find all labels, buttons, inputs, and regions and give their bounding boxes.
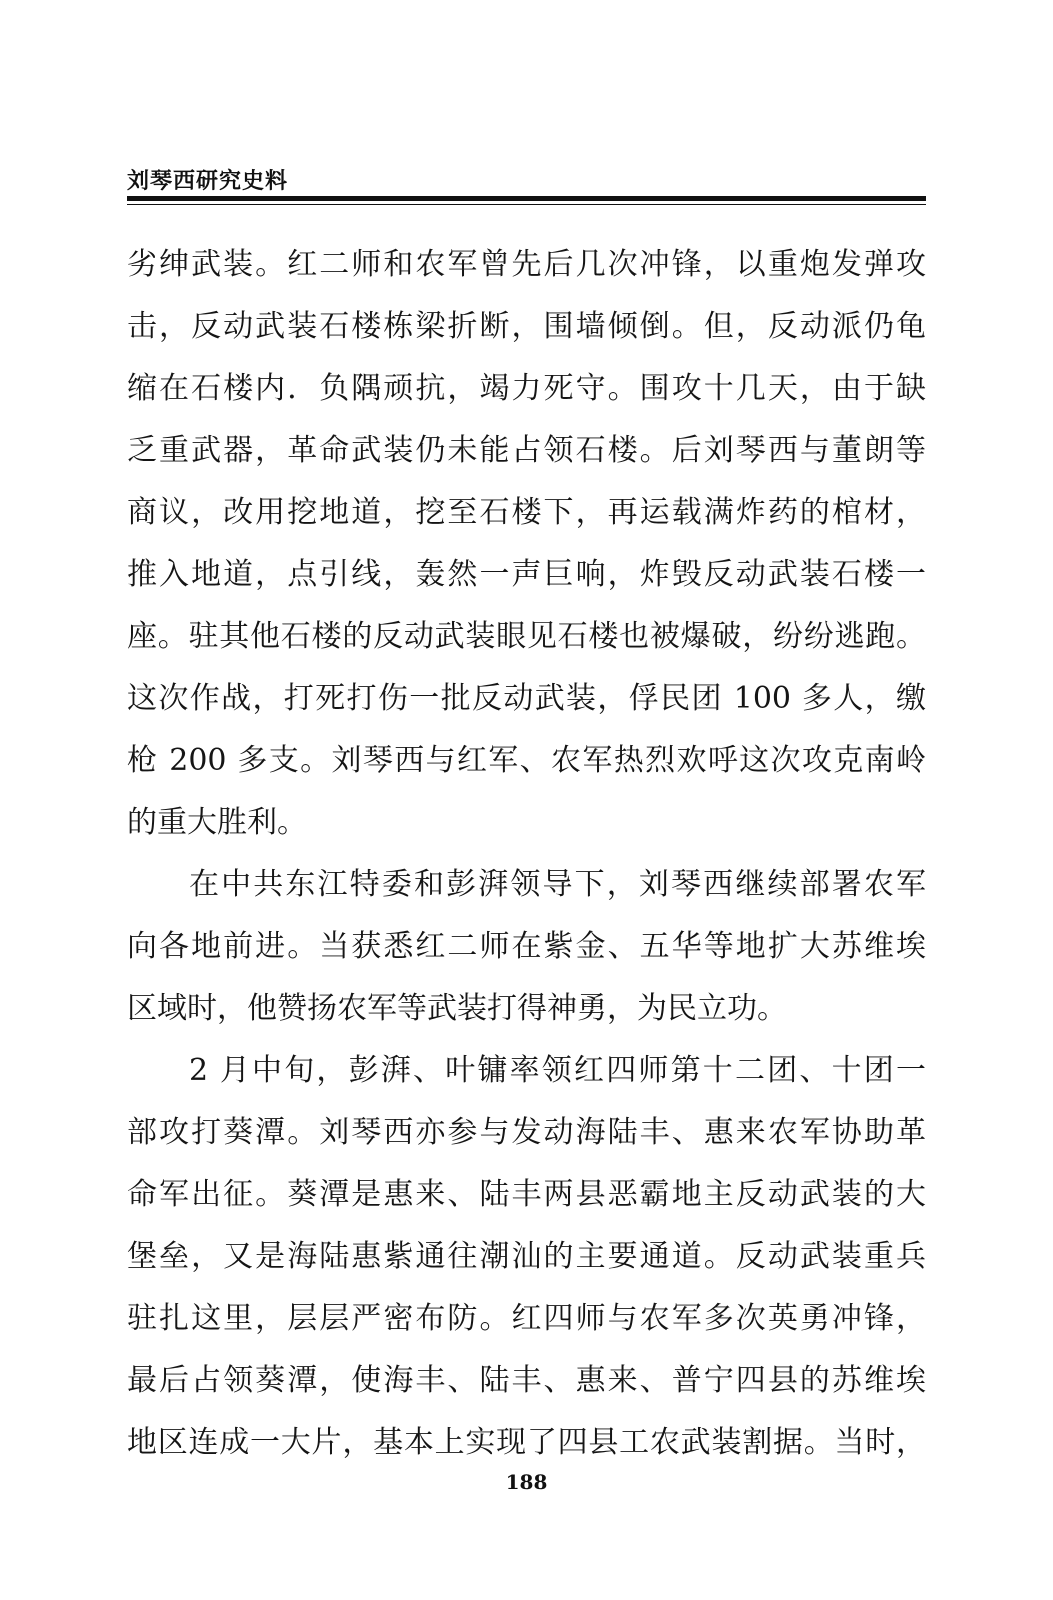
text-line: 的重大胜利。 [127,805,307,840]
paragraph-start-line: 在中共东江特委和彭湃领导下，刘琴西继续部署农军 [189,867,926,902]
text-line: 劣绅武装。红二师和农军曾先后几次冲锋，以重炮发弹攻 [127,247,926,282]
text-line: 向各地前进。当获悉红二师在紫金、五华等地扩大苏维埃 [127,929,926,964]
text-line: 最后占领葵潭，使海丰、陆丰、惠来、普宁四县的苏维埃 [127,1363,926,1398]
text-line: 地区连成一大片，基本上实现了四县工农武装割据。当时， [127,1425,926,1460]
text-line: 驻扎这里，层层严密布防。红四师与农军多次英勇冲锋， [127,1301,926,1336]
header-rule-thick [127,196,926,201]
paragraph-start-line: 2 月中旬，彭湃、叶镛率领红四师第十二团、十团一 [189,1053,926,1088]
text-line: 命军出征。葵潭是惠来、陆丰两县恶霸地主反动武装的大 [127,1177,926,1212]
text-line: 这次作战，打死打伤一批反动武装，俘民团 100 多人，缴 [127,681,926,716]
page-number: 188 [505,1470,548,1494]
text-line: 座。驻其他石楼的反动武装眼见石楼也被爆破，纷纷逃跑。 [127,619,926,654]
text-line: 枪 200 多支。刘琴西与红军、农军热烈欢呼这次攻克南岭 [127,743,926,778]
text-line: 部攻打葵潭。刘琴西亦参与发动海陆丰、惠来农军协助革 [127,1115,926,1150]
text-line: 推入地道，点引线，轰然一声巨响，炸毁反动武装石楼一 [127,557,926,592]
text-line: 区域时，他赞扬农军等武装打得神勇，为民立功。 [127,991,787,1026]
body-text [127,234,926,1474]
text-line: 堡垒，又是海陆惠紫通往潮汕的主要通道。反动武装重兵 [127,1239,926,1274]
text-line: 击，反动武装石楼栋梁折断，围墙倾倒。但，反动派仍龟 [127,309,926,344]
text-line: 商议，改用挖地道，挖至石楼下，再运载满炸药的棺材， [127,495,926,530]
header-rule-thin [127,204,926,205]
text-line: 乏重武器，革命武装仍未能占领石楼。后刘琴西与董朗等 [127,433,926,468]
running-header-title: 刘琴西研究史料 [127,169,289,194]
text-line: 缩在石楼内．负隅顽抗，竭力死守。围攻十几天，由于缺 [127,371,926,406]
